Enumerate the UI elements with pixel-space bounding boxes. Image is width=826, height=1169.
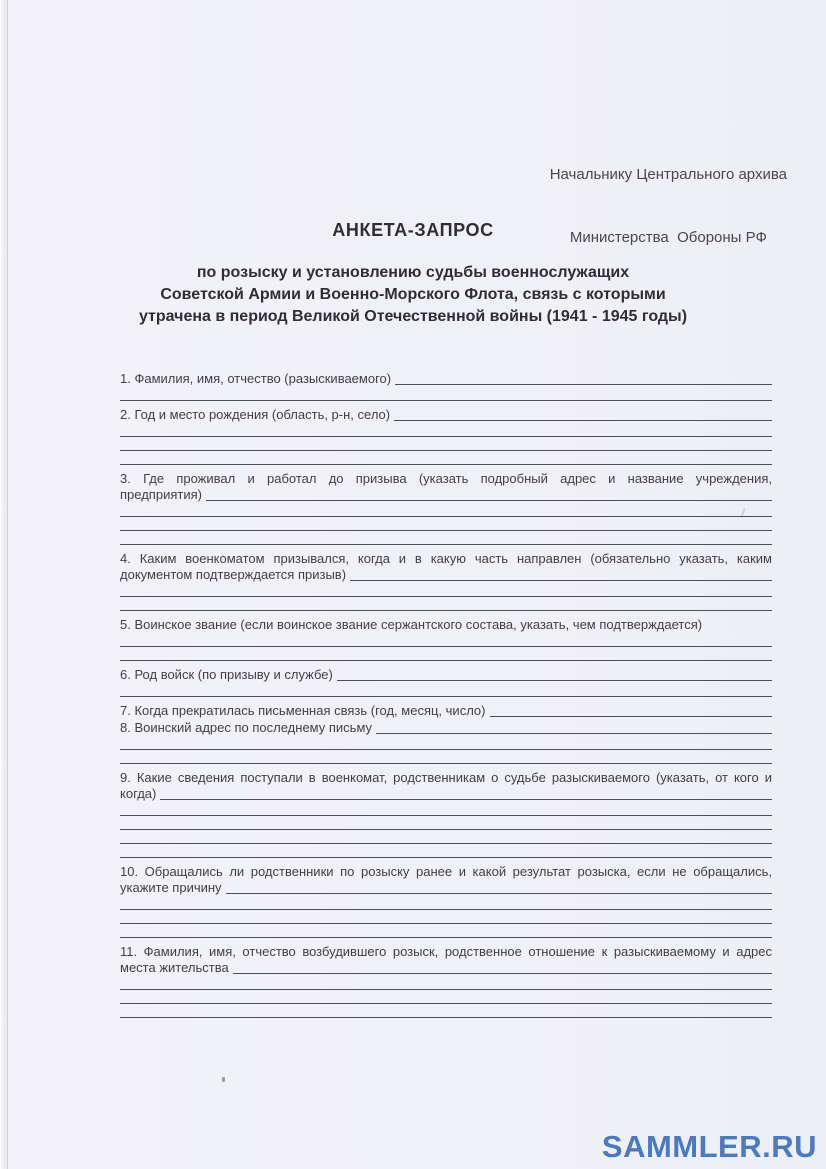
- subtitle-line-2: Советской Армии и Военно-Морского Флота, связь с которыми: [160, 286, 666, 303]
- answer-line: [120, 1004, 772, 1018]
- field-label: 2. Год и место рождения (область, р-н, село): [120, 407, 391, 422]
- answer-line: [120, 437, 772, 451]
- answer-line: [120, 844, 772, 858]
- field-label: 4. Каким военкоматом призывался, когда и в какую часть направлен (обязательно указать, каким: [120, 551, 772, 566]
- field-3-residence-before-draft: [120, 471, 772, 545]
- sammler-ru-watermark: SAMMLER.RU: [601, 1129, 817, 1164]
- recipient-line-1: Начальнику Центрального архива: [549, 166, 787, 183]
- answer-line: [120, 896, 772, 910]
- answer-line: [120, 517, 772, 531]
- answer-line: [120, 583, 772, 597]
- answer-line: [120, 924, 772, 938]
- field-label: предприятия): [120, 487, 202, 502]
- form-fields: [120, 371, 772, 1024]
- recipient-line-2: Министерства Обороны РФ: [569, 229, 767, 246]
- answer-line: [350, 580, 772, 581]
- answer-line: [337, 680, 772, 681]
- answer-line: [120, 451, 772, 465]
- answer-line: [120, 531, 772, 545]
- field-label: 6. Род войск (по призыву и службе): [120, 667, 333, 682]
- answer-line: [120, 976, 772, 990]
- field-label: 7. Когда прекратилась письменная связь (год, месяц, число): [120, 703, 486, 718]
- field-label: 3. Где проживал и работал до призыва (указать подробный адрес и название учреждения,: [120, 471, 772, 486]
- subtitle-line-1: по розыску и установлению судьбы военнослужащих: [196, 264, 630, 281]
- field-11-requester-name-relation: [120, 944, 772, 1018]
- field-5-military-rank: [120, 617, 772, 661]
- field-label: 1. Фамилия, имя, отчество (разыскиваемого): [120, 371, 392, 386]
- answer-line: [394, 420, 772, 421]
- field-label: места жительства: [120, 960, 229, 975]
- field-label: 9. Какие сведения поступали в военкомат, родственникам о судьбе разыскиваемого (указать, от кого и: [120, 770, 772, 785]
- field-10-previous-search-attempts: [120, 864, 772, 938]
- answer-line: [120, 503, 772, 517]
- field-label: укажите причину: [120, 880, 222, 895]
- form-subtitle: [40, 262, 786, 328]
- subtitle-line-3: утрачена в период Великой Отечественной войны (1941 - 1945 годы): [138, 308, 688, 325]
- field-2-birth-year-place: [120, 407, 772, 465]
- field-label: 11. Фамилия, имя, отчество возбудившего розыск, родственное отношение к разыскиваемому и адрес: [120, 944, 772, 959]
- answer-line: [395, 384, 772, 385]
- answer-line: [120, 647, 772, 661]
- field-7-last-correspondence-date: [120, 703, 772, 719]
- answer-line: [233, 973, 772, 974]
- field-6-branch-of-service: [120, 667, 772, 697]
- answer-line: [160, 799, 772, 800]
- scan-page-edge: [7, 0, 8, 1169]
- answer-line: [120, 816, 772, 830]
- answer-line: [120, 750, 772, 764]
- field-label: 10. Обращались ли родственники по розыску ранее и какой результат розыска, если не обращались,: [120, 864, 772, 879]
- answer-line: [120, 736, 772, 750]
- answer-line: [206, 500, 772, 501]
- field-1-name-of-sought-person: [120, 371, 772, 401]
- answer-line: [120, 830, 772, 844]
- field-9-information-received: [120, 770, 772, 858]
- answer-line: [120, 802, 772, 816]
- answer-line: [120, 990, 772, 1004]
- answer-line: [120, 683, 772, 697]
- field-label: документом подтверждается призыв): [120, 567, 347, 582]
- answer-line: [120, 597, 772, 611]
- field-label: когда): [120, 786, 157, 801]
- field-4-draft-office: [120, 551, 772, 611]
- answer-line: [376, 733, 772, 734]
- answer-line: [226, 893, 772, 894]
- answer-line: [120, 633, 772, 647]
- answer-line: [120, 423, 772, 437]
- form-title: АНКЕТА-ЗАПРОС: [332, 220, 494, 240]
- answer-line: [490, 716, 773, 717]
- answer-line: [120, 387, 772, 401]
- field-label: 5. Воинское звание (если воинское звание сержантского состава, указать, чем подтверждается): [120, 617, 703, 632]
- field-label: 8. Воинский адрес по последнему письму: [120, 720, 373, 735]
- field-8-last-military-address: [120, 720, 772, 764]
- answer-line: [120, 910, 772, 924]
- scan-speck: [222, 1077, 225, 1082]
